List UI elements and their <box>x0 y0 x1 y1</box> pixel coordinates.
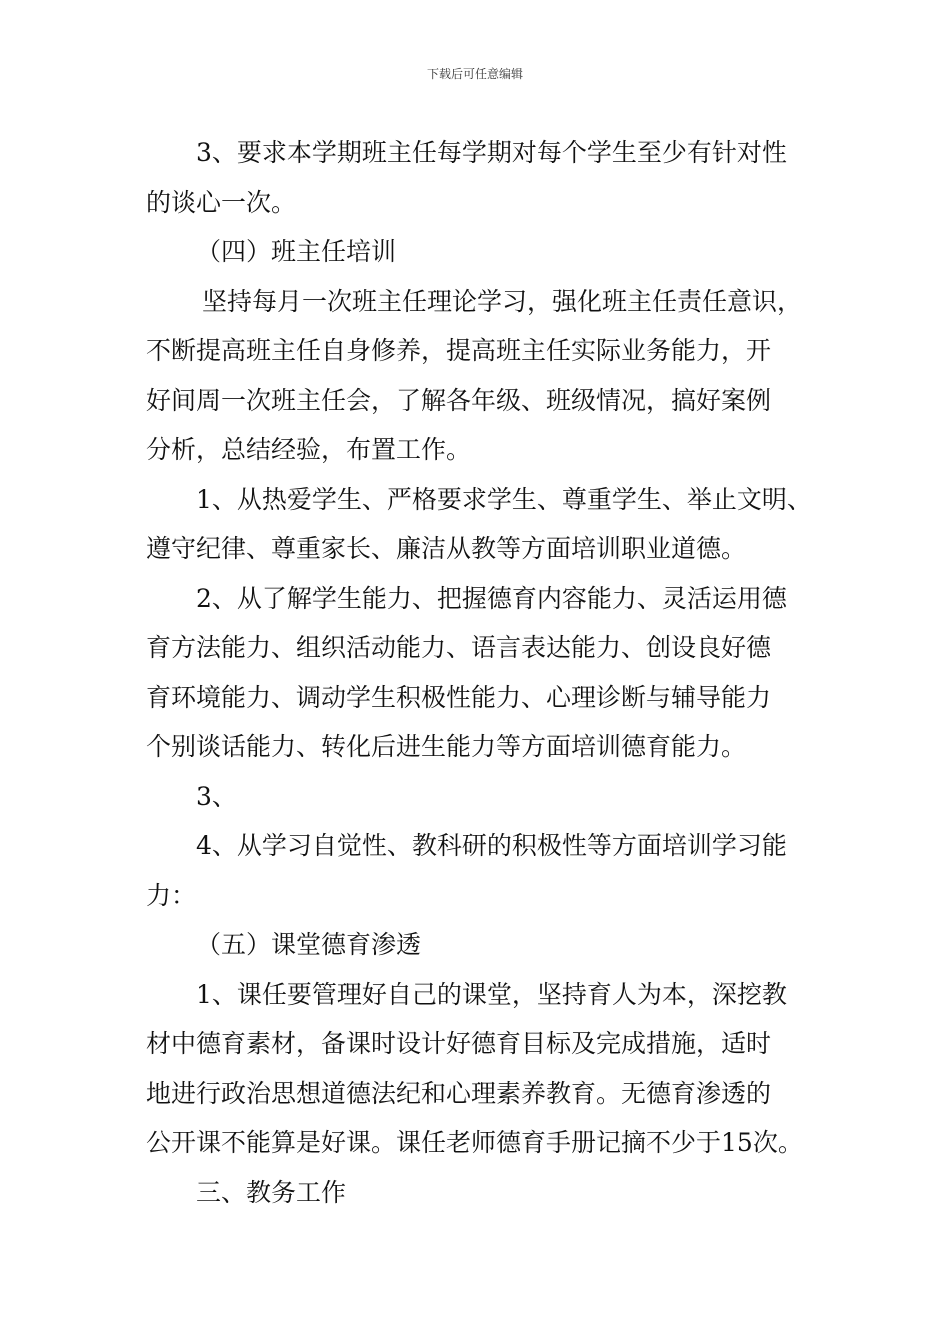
paragraph-line: 2、从了解学生能力、把握德育内容能力、灵活运用德 <box>196 583 787 613</box>
paragraph-line: 4、从学习自觉性、教科研的积极性等方面培训学习能 <box>196 831 787 860</box>
paragraph-line: 1、课任要管理好自己的课堂，坚持育人为本，深挖教 <box>196 979 787 1009</box>
paragraph-line: 分析，总结经验，布置工作。 <box>146 435 472 464</box>
paragraph-line: 1、从热爱学生、严格要求学生、尊重学生、举止文明、 <box>196 484 812 514</box>
paragraph-line: 个别谈话能力、转化后进生能力等方面培训德育能力。 <box>146 732 747 761</box>
paragraph-line: 地进行政治思想道德法纪和心理素养教育。无德育渗透的 <box>146 1078 772 1108</box>
paragraph-line: 力： <box>146 880 197 910</box>
page-header: 下载后可任意编辑 <box>426 67 523 81</box>
document-body <box>146 128 822 1217</box>
paragraph-line: 3、要求本学期班主任每学期对每个学生至少有针对性 <box>196 138 787 167</box>
paragraph-line: 3、 <box>196 781 237 811</box>
paragraph-line: 育方法能力、组织活动能力、语言表达能力、创设良好德 <box>146 633 772 662</box>
section-heading: （五）课堂德育渗透 <box>196 930 422 959</box>
paragraph-line: 材中德育素材，备课时设计好德育目标及完成措施，适时 <box>146 1029 772 1058</box>
paragraph-line: 的谈心一次。 <box>146 187 297 217</box>
paragraph-line: 公开课不能算是好课。课任老师德育手册记摘不少于15次。 <box>146 1128 803 1157</box>
paragraph-line: 坚持每月一次班主任理论学习，强化班主任责任意识， <box>202 286 803 316</box>
paragraph-line: 育环境能力、调动学生积极性能力、心理诊断与辅导能力 <box>146 682 772 712</box>
paragraph-line: 不断提高班主任自身修养，提高班主任实际业务能力，开 <box>146 336 772 365</box>
paragraph-line: 好间周一次班主任会，了解各年级、班级情况，搞好案例 <box>146 385 772 415</box>
paragraph-line: 遵守纪律、尊重家长、廉洁从教等方面培训职业道德。 <box>146 534 747 563</box>
section-heading: 三、教务工作 <box>196 1177 347 1207</box>
section-heading: （四）班主任培训 <box>196 237 397 266</box>
